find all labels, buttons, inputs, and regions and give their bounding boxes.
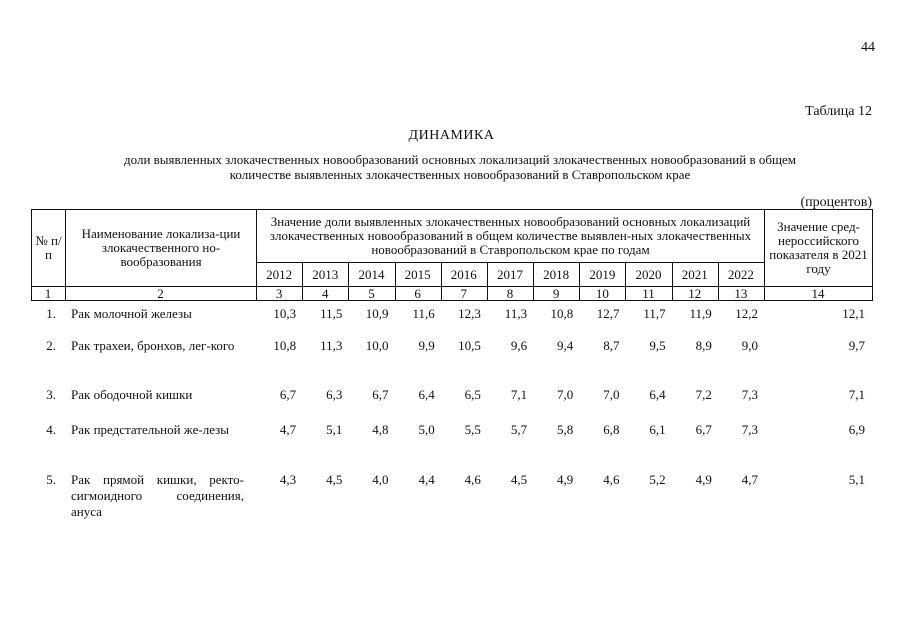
row-value: 5,5 <box>464 422 481 437</box>
column-number: 12 <box>688 285 702 301</box>
row-value: 6,3 <box>326 387 343 402</box>
row-value: 12,7 <box>596 306 620 321</box>
column-number: 4 <box>322 285 329 301</box>
table-header <box>31 209 873 301</box>
row-value: 9,5 <box>649 338 666 353</box>
header-russia: Значение сред-нероссийского показателя в 2021 году <box>769 219 868 276</box>
table-label: Таблица 12 <box>805 104 872 119</box>
table-row <box>31 422 873 472</box>
row-value: 4,9 <box>557 472 574 487</box>
column-number: 1 <box>44 285 52 301</box>
row-value: 7,0 <box>557 387 574 402</box>
header-number: № п/п <box>35 233 62 262</box>
column-number: 7 <box>460 285 468 301</box>
row-value: 4,5 <box>510 472 528 487</box>
row-value: 7,3 <box>741 422 758 437</box>
row-value: 6,7 <box>695 422 712 437</box>
row-value: 12,3 <box>458 306 481 321</box>
row-value: 10,8 <box>273 338 297 353</box>
row-number: 1. <box>46 306 56 321</box>
subtitle-line-2: количестве выявленных злокачественных новообразований в Ставропольском крае <box>229 167 691 182</box>
column-number: 6 <box>414 285 421 301</box>
row-value: 10,3 <box>273 306 297 321</box>
table-row <box>31 338 873 388</box>
row-number: 2. <box>46 338 56 353</box>
row-value: 6,5 <box>464 387 481 402</box>
row-localization: Рак ободочной кишки <box>71 387 193 402</box>
row-russia-value: 5,1 <box>848 472 865 487</box>
row-value: 6,4 <box>418 387 435 402</box>
row-value: 4,6 <box>464 472 481 487</box>
units-note: (процентов) <box>800 195 872 210</box>
row-number: 3. <box>46 387 56 402</box>
row-value: 4,7 <box>741 472 758 487</box>
row-value: 9,9 <box>418 338 435 353</box>
row-russia-value: 9,7 <box>848 338 865 353</box>
row-value: 7,1 <box>510 387 528 402</box>
header-year: 2019 <box>589 267 616 282</box>
column-number: 5 <box>368 285 375 301</box>
header-year: 2020 <box>635 267 662 282</box>
row-value: 8,9 <box>695 338 712 353</box>
header-year: 2015 <box>404 267 431 282</box>
page-number: 44 <box>861 40 875 55</box>
column-number: 13 <box>734 285 748 301</box>
row-value: 10,5 <box>458 338 481 353</box>
row-value: 4,5 <box>326 472 343 487</box>
row-value: 4,6 <box>603 472 620 487</box>
row-russia-value: 7,1 <box>848 387 865 402</box>
row-value: 6,7 <box>279 387 297 402</box>
column-number: 10 <box>595 285 609 301</box>
row-value: 6,1 <box>649 422 666 437</box>
row-number: 4. <box>46 422 56 437</box>
row-value: 10,8 <box>550 306 574 321</box>
row-value: 6,4 <box>649 387 666 402</box>
column-number: 14 <box>811 285 825 301</box>
row-value: 4,9 <box>695 472 712 487</box>
column-number: 11 <box>642 285 655 301</box>
row-value: 9,4 <box>557 338 574 353</box>
row-value: 11,6 <box>412 306 435 321</box>
row-localization: Рак предстательной же-лезы <box>71 422 230 437</box>
header-year: 2018 <box>543 267 570 282</box>
row-value: 9,0 <box>741 338 758 353</box>
row-localization: Рак трахеи, бронхов, лег-кого <box>71 338 235 353</box>
row-value: 6,8 <box>603 422 620 437</box>
header-year: 2012 <box>266 267 293 282</box>
row-value: 7,2 <box>695 387 712 402</box>
document-title: ДИНАМИКА <box>408 128 495 143</box>
row-localization: Рак молочной железы <box>71 306 192 321</box>
row-value: 10,9 <box>365 306 389 321</box>
row-value: 9,6 <box>510 338 528 353</box>
row-value: 8,7 <box>603 338 620 353</box>
row-value: 10,0 <box>365 338 389 353</box>
row-value: 4,0 <box>372 472 389 487</box>
row-value: 11,3 <box>504 306 528 321</box>
column-number: 8 <box>506 285 514 301</box>
column-number: 9 <box>552 285 560 301</box>
row-value: 4,7 <box>279 422 297 437</box>
table-row <box>31 472 873 522</box>
row-value: 5,1 <box>326 422 343 437</box>
row-value: 11,7 <box>643 306 666 321</box>
row-value: 11,3 <box>320 338 343 353</box>
row-value: 6,7 <box>372 387 389 402</box>
row-number: 5. <box>46 472 56 487</box>
document-subtitle <box>40 152 880 182</box>
row-value: 5,7 <box>510 422 528 437</box>
row-value: 5,8 <box>557 422 574 437</box>
row-value: 4,4 <box>418 472 435 487</box>
header-year: 2021 <box>681 267 708 282</box>
row-russia-value: 6,9 <box>848 422 865 437</box>
header-year: 2022 <box>727 267 754 282</box>
row-value: 12,2 <box>735 306 758 321</box>
header-year: 2017 <box>496 267 523 282</box>
row-value: 4,3 <box>279 472 297 487</box>
header-year: 2013 <box>312 267 339 282</box>
header-year: 2016 <box>450 267 477 282</box>
row-value: 4,8 <box>372 422 389 437</box>
header-values: Значение доли выявленных злокачественных новообразований основных локализаций злокачественных новообразований в общем количестве выявлен-ных злокачественных новообразований в Ставропольском крае по годам <box>269 214 752 257</box>
row-value: 7,0 <box>603 387 620 402</box>
column-number: 3 <box>275 285 283 301</box>
header-year: 2014 <box>358 267 385 282</box>
row-value: 11,5 <box>320 306 343 321</box>
row-value: 11,9 <box>689 306 712 321</box>
row-localization: Рак прямой кишки, ректо-сигмоидного соединения, ануса <box>71 472 244 519</box>
row-value: 7,3 <box>741 387 758 402</box>
row-value: 5,0 <box>418 422 435 437</box>
column-number: 2 <box>157 285 164 301</box>
header-localization: Наименование локализа-ции злокачественного но-вообразования <box>81 226 241 269</box>
subtitle-line-1: доли выявленных злокачественных новообразований основных локализаций злокачественных новообразований в общем <box>124 152 796 167</box>
row-value: 5,2 <box>649 472 666 487</box>
row-russia-value: 12,1 <box>842 306 865 321</box>
